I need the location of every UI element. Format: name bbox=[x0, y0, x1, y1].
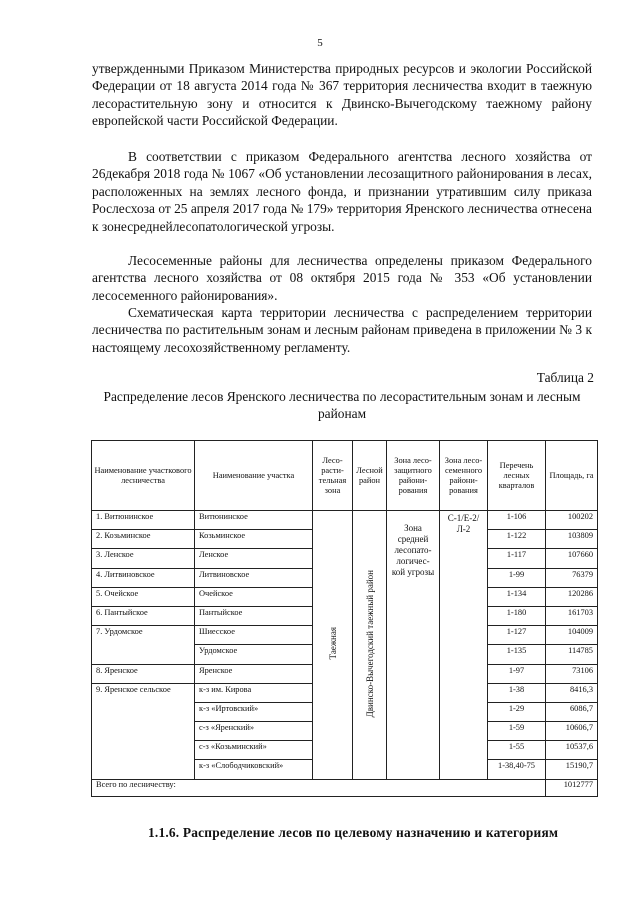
total-area: 1012777 bbox=[546, 779, 598, 796]
header-seed-zone: Зона лесо-семенного райони-рования bbox=[440, 441, 488, 511]
cell-quarters: 1-135 bbox=[488, 645, 546, 664]
cell-area: 161703 bbox=[546, 606, 598, 625]
cell-area: 6086,7 bbox=[546, 702, 598, 721]
cell-area: 10537,6 bbox=[546, 741, 598, 760]
paragraph-2: В соответствии с приказом Федерального агентства лесного хозяйства от 26декабря 2018 года № 1067 «Об установлении лесозащитного районирования в лесах, расположенных на землях лесного фонда, и признании утратившим силу приказа Рослесхоза от 25 апреля 2017 года № 179» территория Яренского лесничества отнесена к зонесреднейлесопатологической угрозы. bbox=[92, 149, 592, 234]
cell-site: Литвиновское bbox=[195, 568, 313, 587]
cell-site: с-з «Яренский» bbox=[195, 722, 313, 741]
page-number: 5 bbox=[317, 37, 323, 49]
cell-area: 76379 bbox=[546, 568, 598, 587]
paragraph-1: утвержденными Приказом Министерства природных ресурсов и экологии Российской Федерации от 18 августа 2014 года № 367 территория лесничества входит в таежную лесорастительную зону и относится к Двинско-Вычегодскому таежному району европейской части Российской Федерации. bbox=[92, 61, 592, 129]
cell-area: 107660 bbox=[546, 549, 598, 568]
cell-site: Яренское bbox=[195, 664, 313, 683]
growth-zone-text: Таежная bbox=[327, 627, 338, 660]
cell-forest-region bbox=[353, 511, 387, 780]
table-total-row bbox=[92, 779, 598, 796]
cell-area: 73106 bbox=[546, 664, 598, 683]
cell-quarters: 1-59 bbox=[488, 722, 546, 741]
table-row bbox=[92, 511, 598, 530]
total-label: Всего по лесничеству: bbox=[92, 779, 546, 796]
cell-forestry: 7. Урдомское bbox=[92, 626, 195, 664]
cell-site: Витюнинское bbox=[195, 511, 313, 530]
cell-forestry: 6. Пантыйское bbox=[92, 606, 195, 625]
cell-site: Козьминское bbox=[195, 530, 313, 549]
cell-site: к-з «Слободчиковский» bbox=[195, 760, 313, 779]
cell-site: к-з им. Кирова bbox=[195, 683, 313, 702]
cell-quarters: 1-38,40-75 bbox=[488, 760, 546, 779]
cell-site: Очейское bbox=[195, 587, 313, 606]
cell-area: 104009 bbox=[546, 626, 598, 645]
cell-site: Пантыйское bbox=[195, 606, 313, 625]
cell-site: Шиесское bbox=[195, 626, 313, 645]
forest-distribution-table bbox=[91, 440, 598, 797]
cell-quarters: 1-99 bbox=[488, 568, 546, 587]
cell-growth-zone bbox=[313, 511, 353, 780]
header-site: Наименование участка bbox=[195, 441, 313, 511]
paragraph-3: Лесосеменные районы для лесничества определены приказом Федерального агентства лесного хозяйства от 08 октября 2015 года № 353 «Об установлении лесосеменного районирования». bbox=[92, 253, 592, 303]
cell-forestry: 2. Козьминское bbox=[92, 530, 195, 549]
table-label: Таблица 2 bbox=[536, 370, 594, 385]
cell-quarters: 1-180 bbox=[488, 606, 546, 625]
cell-site: Урдомское bbox=[195, 645, 313, 664]
cell-forestry: 8. Яренское bbox=[92, 664, 195, 683]
cell-quarters: 1-127 bbox=[488, 626, 546, 645]
header-forest-region: Лесной район bbox=[353, 441, 387, 511]
cell-quarters: 1-117 bbox=[488, 549, 546, 568]
cell-area: 10606,7 bbox=[546, 722, 598, 741]
cell-area: 15190,7 bbox=[546, 760, 598, 779]
cell-forestry: 4. Литвиновское bbox=[92, 568, 195, 587]
cell-area: 103809 bbox=[546, 530, 598, 549]
section-heading: 1.1.6. Распределение лесов по целевому назначению и категориям bbox=[148, 825, 559, 840]
cell-area: 114785 bbox=[546, 645, 598, 664]
header-protection-zone: Зона лесо-защитного райони-рования bbox=[387, 441, 440, 511]
cell-area: 100202 bbox=[546, 511, 598, 530]
header-quarters: Перечень лесных кварталов bbox=[488, 441, 546, 511]
cell-forestry: 3. Ленское bbox=[92, 549, 195, 568]
cell-seed-zone: С-1/Е-2/Л-2 bbox=[440, 511, 488, 780]
cell-quarters: 1-122 bbox=[488, 530, 546, 549]
cell-quarters: 1-97 bbox=[488, 664, 546, 683]
table-header-row bbox=[92, 441, 598, 511]
cell-forestry: 5. Очейское bbox=[92, 587, 195, 606]
cell-quarters: 1-55 bbox=[488, 741, 546, 760]
cell-area: 120286 bbox=[546, 587, 598, 606]
cell-quarters: 1-134 bbox=[488, 587, 546, 606]
cell-site: с-з «Козьминский» bbox=[195, 741, 313, 760]
cell-forestry: 9. Яренское сельское bbox=[92, 683, 195, 779]
cell-quarters: 1-29 bbox=[488, 702, 546, 721]
paragraph-4: Схематическая карта территории лесничества с распределением территории лесничества по растительным зонам и лесным районам приведена в приложении № 3 к настоящему лесохозяйственному регламенту. bbox=[92, 305, 592, 355]
cell-area: 8416,3 bbox=[546, 683, 598, 702]
cell-forestry: 1. Витюнинское bbox=[92, 511, 195, 530]
forest-region-text: Двинско-Вычегодский таежный район bbox=[364, 569, 375, 717]
cell-quarters: 1-106 bbox=[488, 511, 546, 530]
cell-protection-zone: Зона средней лесопато-логичес-кой угрозы bbox=[387, 511, 440, 780]
cell-quarters: 1-38 bbox=[488, 683, 546, 702]
header-area: Площадь, га bbox=[546, 441, 598, 511]
cell-site: к-з «Иртовский» bbox=[195, 702, 313, 721]
header-forestry: Наименование участкового лесничества bbox=[92, 441, 195, 511]
header-growth-zone: Лесо-расти-тельная зона bbox=[313, 441, 353, 511]
table-caption: Распределение лесов Яренского лесничества по лесорастительным зонам и лесным районам bbox=[103, 389, 581, 421]
cell-site: Ленское bbox=[195, 549, 313, 568]
